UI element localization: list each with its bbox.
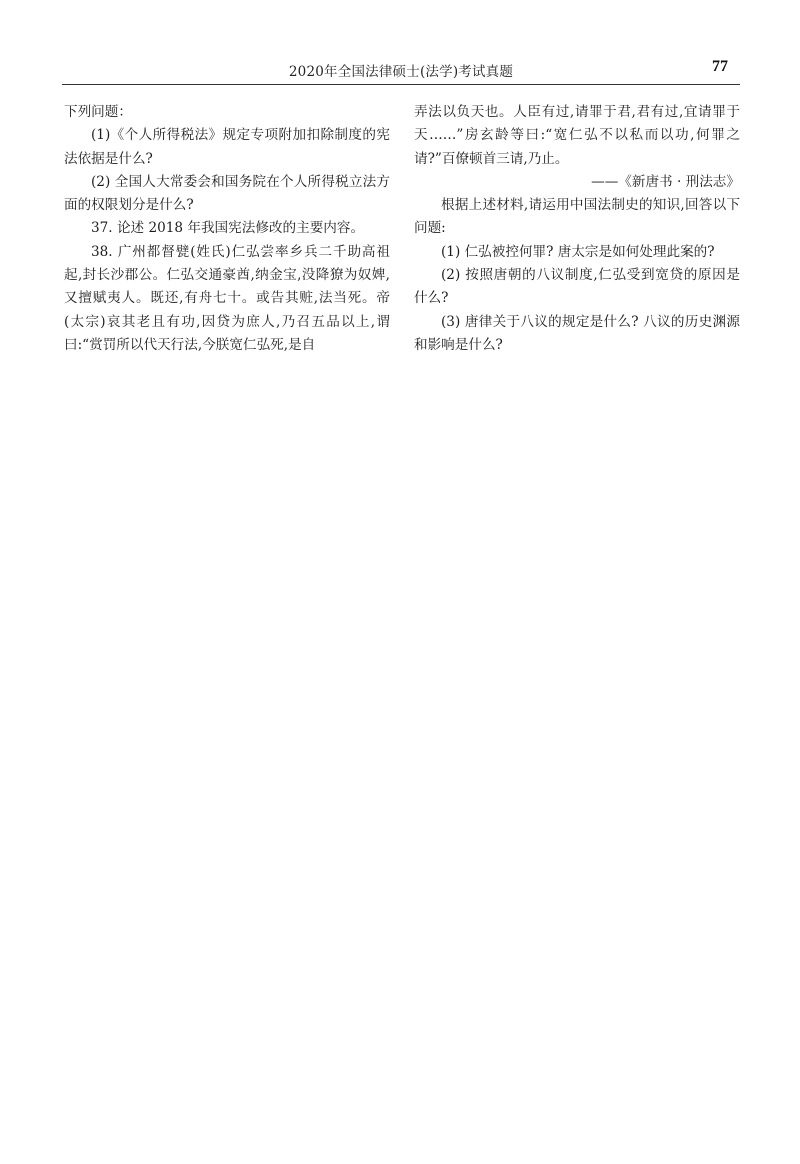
page-number: 77 [712, 58, 728, 75]
question-36-2: (2) 全国人大常委会和国务院在个人所得税立法方面的权限划分是什么? [64, 173, 390, 214]
left-column [64, 101, 390, 357]
header-divider [62, 84, 740, 85]
question-36-1: (1)《个人所得税法》规定专项附加扣除制度的宪法依据是什么? [64, 127, 390, 167]
passage-source: ——《新唐书 · 刑法志》 [591, 173, 740, 190]
question-38-1: (1) 仁弘被控何罪? 唐太宗是如何处理此案的? [441, 243, 715, 260]
passage-continuation: 弄法以负天也。人臣有过,请罪于君,君有过,宜请罪于天……”房玄龄等曰:“宽仁弘不以私而以功,何罪之请?”百僚顿首三请,乃止。 [414, 104, 740, 167]
page-header [62, 58, 740, 84]
intro-line: 下列问题： [64, 104, 132, 120]
instruction: 根据上述材料,请运用中国法制史的知识,回答以下问题: [414, 197, 740, 237]
right-column [414, 101, 740, 357]
question-37: 37. 论述 2018 年我国宪法修改的主要内容。 [91, 220, 365, 237]
question-38-2: (2) 按照唐朝的八议制度,仁弘受到宽贷的原因是什么? [414, 267, 740, 307]
question-38-3: (3) 唐律关于八议的规定是什么? 八议的历史渊源和影响是什么? [414, 313, 740, 353]
header-title: 2020年全国法律硕士(法学)考试真题 [288, 64, 514, 80]
question-38-passage: 38. 广州都督甓(姓氏)仁弘尝率乡兵二千助高祖起,封长沙郡公。仁弘交通豪酋,纳金宝,没降獠为奴婢,又擅赋夷人。既还,有舟七十。或告其赃,法当死。帝(太宗)哀其老且有功,因贷为庶人,乃召五品以上,谓曰:“赏罚所以代天行法,今朕宽仁弘死,是自 [64, 243, 390, 353]
